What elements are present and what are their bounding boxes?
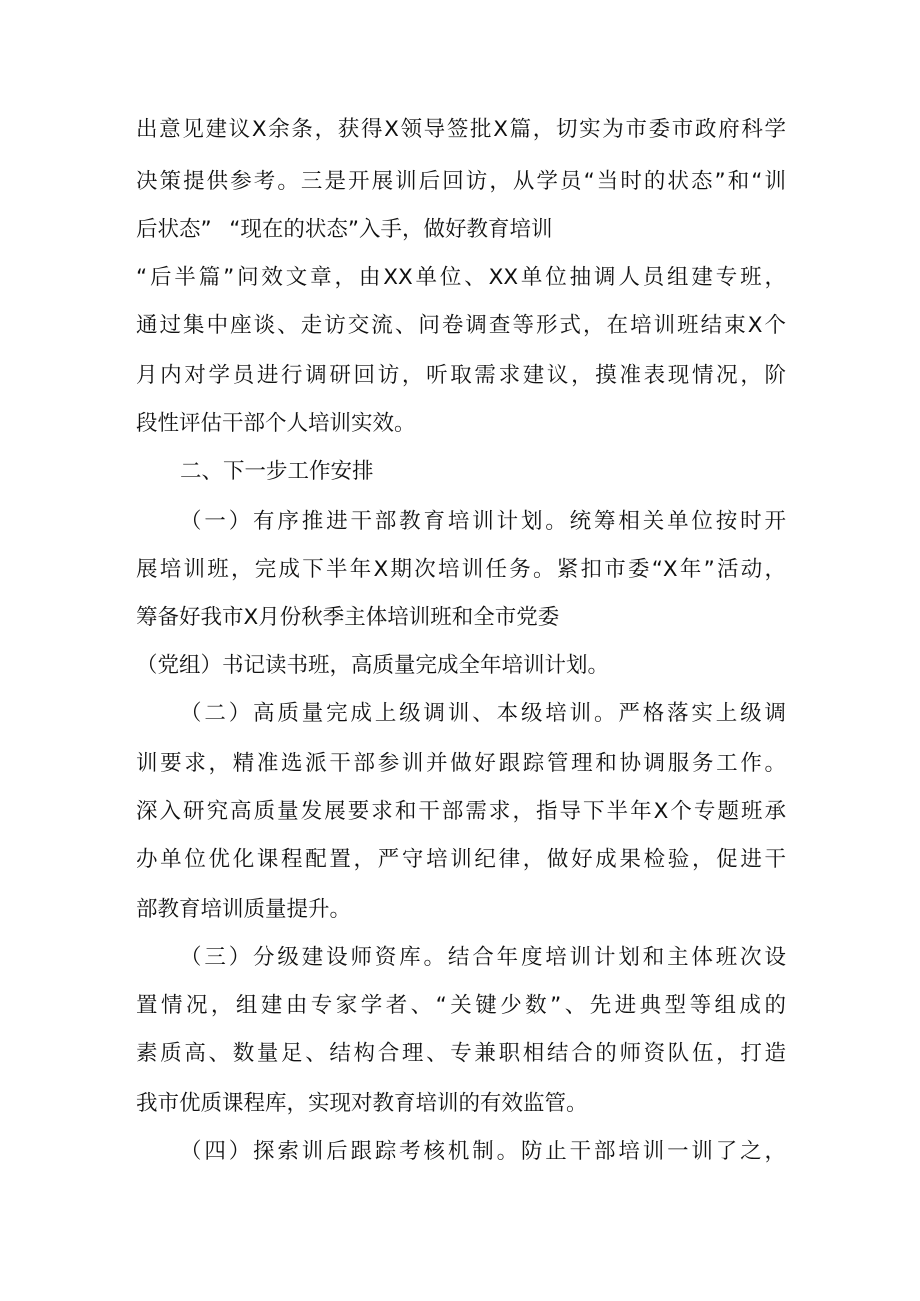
- section-heading: 二、下一步工作安排: [180, 459, 374, 484]
- text-line: （二）高质量完成上级调训、本级培训。严格落实上级调: [180, 701, 786, 726]
- text-line: 月内对学员进行调研回访，听取需求建议，摸准表现情况，阶: [136, 363, 786, 388]
- text-line: 素质高、数量足、结构合理、专兼职相结合的师资队伍，打造: [136, 1041, 786, 1066]
- text-line: 办单位优化课程配置，严守培训纪律，做好成果检验，促进干: [136, 847, 786, 872]
- text-line: 训要求，精准选派干部参训并做好跟踪管理和协调服务工作。: [136, 751, 786, 776]
- text-line: 置情况，组建由专家学者、“关键少数”、先进典型等组成的: [136, 993, 786, 1018]
- text-line: 段性评估干部个人培训实效。: [136, 411, 416, 436]
- text-line: 决策提供参考。三是开展训后回访，从学员“当时的状态”和“训: [136, 169, 786, 194]
- text-line: 展培训班，完成下半年X期次培训任务。紧扣市委“X年”活动，: [136, 557, 786, 582]
- text-line: （四）探索训后跟踪考核机制。防止干部培训一训了之，: [180, 1139, 786, 1164]
- text-line: 部教育培训质量提升。: [136, 897, 352, 922]
- text-line: （一）有序推进干部教育培训计划。统筹相关单位按时开: [180, 509, 786, 534]
- text-line: 深入研究高质量发展要求和干部需求，指导下半年X个专题班承: [136, 799, 786, 824]
- text-line: “后半篇”问效文章，由XX单位、XX单位抽调人员组建专班，: [136, 265, 786, 290]
- text-line: 我市优质课程库，实现对教育培训的有效监管。: [136, 1091, 588, 1116]
- text-line: 后状态” “现在的状态”入手，做好教育培训: [136, 217, 553, 242]
- text-line: 通过集中座谈、走访交流、问卷调查等形式，在培训班结束X个: [136, 313, 786, 338]
- text-line: 筹备好我市X月份秋季主体培训班和全市党委: [136, 605, 560, 630]
- text-line: 出意见建议X余条，获得X领导签批X篇，切实为市委市政府科学: [136, 117, 786, 142]
- text-line: （党组）书记读书班，高质量完成全年培训计划。: [136, 653, 610, 678]
- text-line: （三）分级建设师资库。结合年度培训计划和主体班次设: [180, 945, 786, 970]
